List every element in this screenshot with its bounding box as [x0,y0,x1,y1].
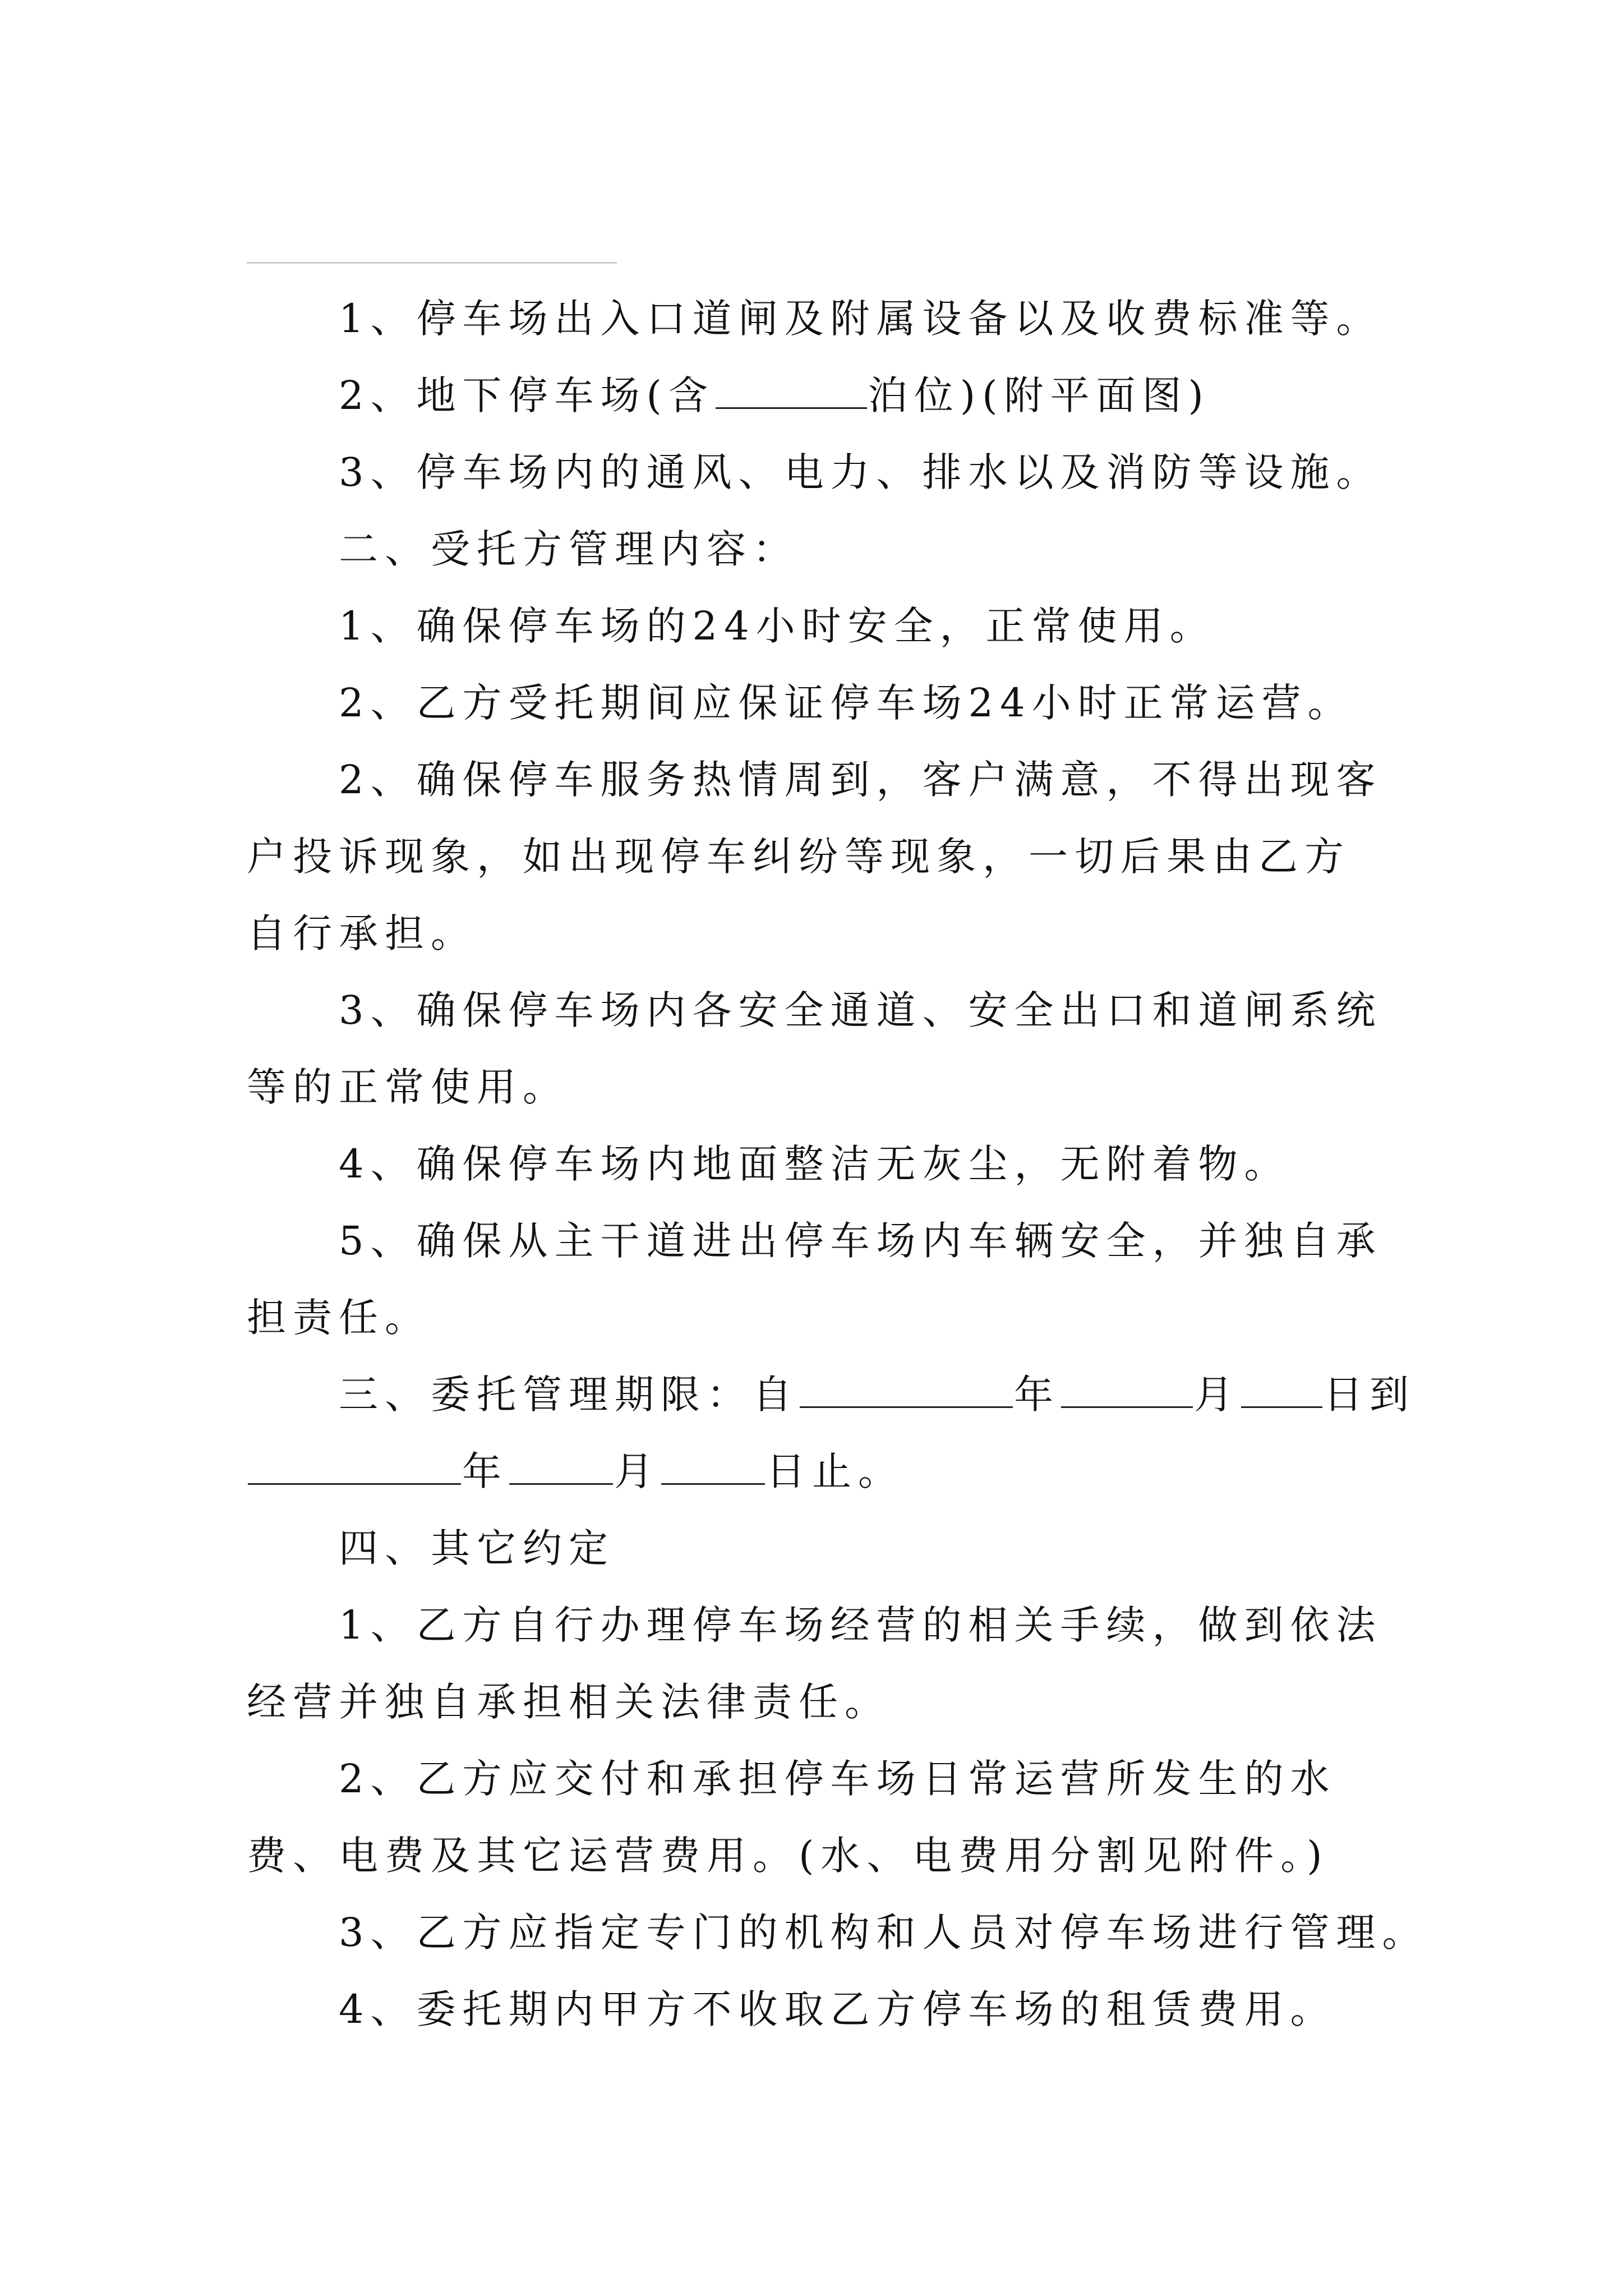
fill-blank-end-month[interactable] [509,1451,613,1485]
paragraph-other-3: 3、乙方应指定专门的机构和人员对停车场进行管理。 [339,1910,1428,1955]
term-year-label: 年 [1014,1372,1060,1418]
section-heading-4: 四、其它约定 [339,1525,615,1571]
paragraph-duty-1: 1、确保停车场的24小时安全，正常使用。 [339,603,1216,649]
paragraph-item-1-facilities: 1、停车场出入口道闸及附属设备以及收费标准等。 [339,296,1382,342]
term-prefix: 三、委托管理期限：自 [339,1372,799,1418]
term-end-day-label: 日止。 [766,1448,904,1494]
item2-prefix: 2、地下停车场(含 [339,372,714,418]
fill-blank-end-day[interactable] [661,1451,765,1485]
header-divider [247,262,617,264]
paragraph-duty-2: 2、乙方受托期间应保证停车场24小时正常运营。 [339,680,1354,726]
paragraph-item-2-underground [247,357,1385,434]
term-end-month-label: 月 [614,1448,660,1494]
paragraph-item-3-utilities: 3、停车场内的通风、电力、排水以及消防等设施。 [339,449,1382,495]
section-heading-2: 二、受托方管理内容： [339,526,799,572]
term-day-to-label: 日到 [1324,1372,1415,1418]
fill-blank-start-month[interactable] [1061,1374,1193,1408]
term-end-year-label: 年 [462,1448,508,1494]
paragraph-duty-4: 4、确保停车场内地面整洁无灰尘，无附着物。 [339,1141,1290,1187]
paragraph-duty-5: 5、确保从主干道进出停车场内车辆安全，并独自承担责任。 [247,1218,1382,1341]
term-month-label: 月 [1194,1372,1240,1418]
section-heading-3-term [247,1356,1415,1433]
fill-blank-berths[interactable] [716,375,867,409]
paragraph-duty-3: 3、确保停车场内各安全通道、安全出口和道闸系统等的正常使用。 [247,987,1382,1110]
fill-blank-start-day[interactable] [1241,1374,1322,1408]
document-body [247,280,1428,2048]
term-end-line [247,1433,1385,1510]
fill-blank-end-year[interactable] [248,1451,461,1485]
paragraph-duty-2b: 2、确保停车服务热情周到，客户满意，不得出现客户投诉现象，如出现停车纠纷等现象，一切后果由乙方自行承担。 [247,757,1382,956]
paragraph-other-1: 1、乙方自行办理停车场经营的相关手续，做到依法经营并独自承担相关法律责任。 [247,1602,1382,1725]
paragraph-other-4: 4、委托期内甲方不收取乙方停车场的租赁费用。 [339,1986,1336,2032]
item2-suffix: 泊位)(附平面图) [868,372,1210,418]
paragraph-other-2: 2、乙方应交付和承担停车场日常运营所发生的水费、电费及其它运营费用。(水、电费用分割见附件。) [247,1756,1336,1879]
fill-blank-start-year[interactable] [800,1374,1013,1408]
